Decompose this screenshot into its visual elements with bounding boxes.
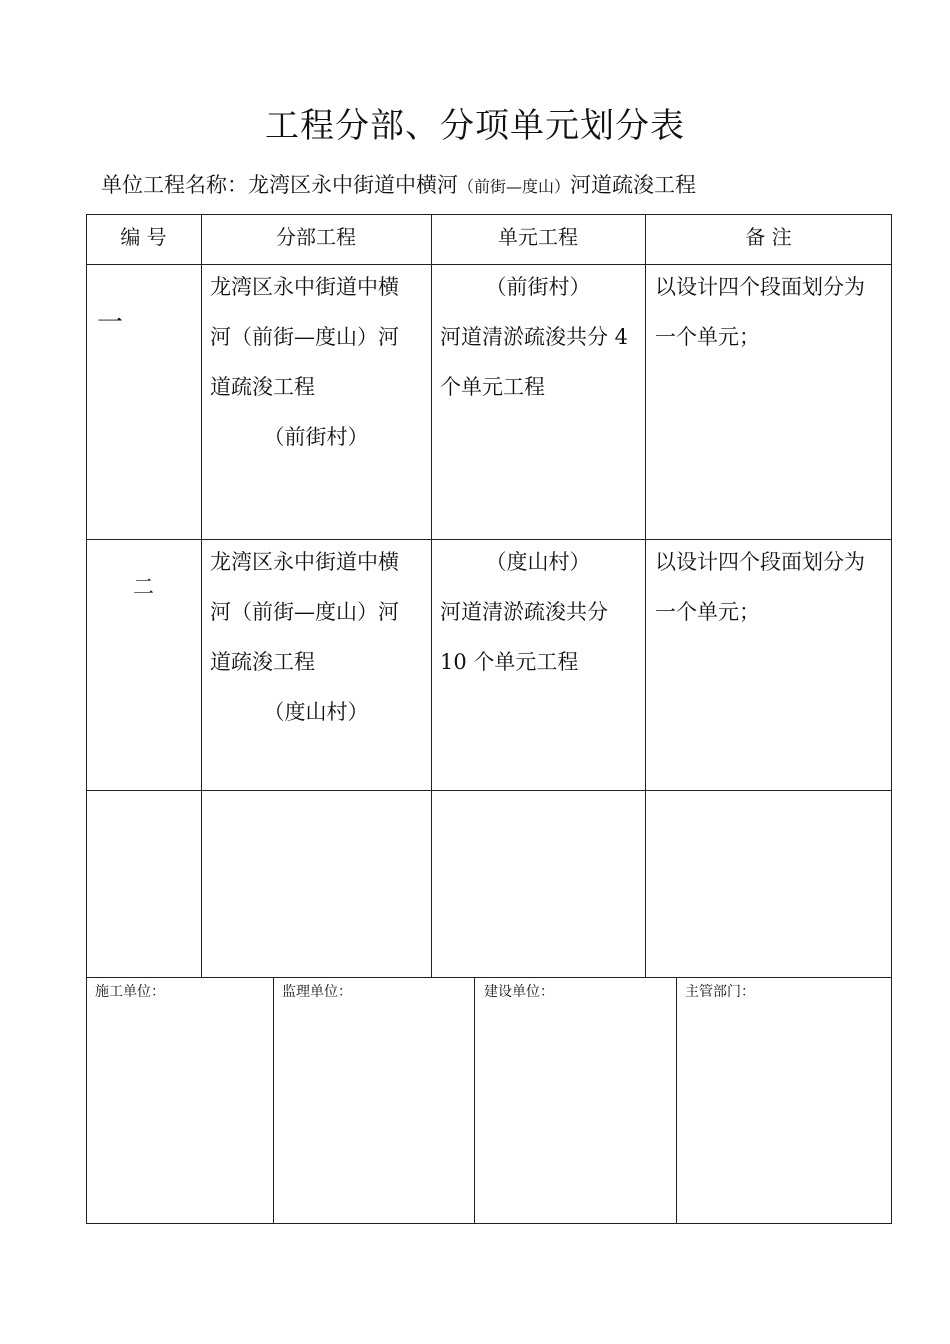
unit-line: 河道清淤疏浚共分 4: [440, 325, 629, 349]
authority-dept-label: 主管部门：: [685, 984, 755, 1000]
document-title: 工程分部、分项单元划分表: [265, 106, 685, 146]
division-line: （度山村）: [263, 700, 369, 724]
owner-unit-label: 建设单位：: [484, 984, 554, 1000]
column-divider: [676, 977, 677, 1224]
unit-project-name-part1: 龙湾区永中街道中横河: [248, 173, 458, 197]
row-number: 二: [133, 575, 154, 599]
remark-line: 以设计四个段面划分为: [655, 275, 865, 299]
header-division: 分部工程: [276, 225, 356, 249]
column-divider: [201, 214, 202, 978]
column-divider: [431, 214, 432, 978]
row-divider: [86, 790, 892, 791]
supervision-unit-label: 监理单位：: [282, 984, 352, 1000]
remark-line: 一个单元；: [655, 600, 760, 624]
unit-project-name-paren: （前街—度山）: [458, 177, 571, 196]
remark-line: 一个单元；: [655, 325, 760, 349]
unit-project-name-part2: 河道疏浚工程: [570, 173, 697, 197]
construction-unit-label: 施工单位：: [95, 984, 165, 1000]
header-number: 编 号: [120, 225, 167, 249]
header-remark: 备 注: [745, 225, 792, 249]
division-line: 龙湾区永中街道中横: [210, 550, 399, 574]
unit-project-label: 单位工程名称：: [101, 173, 248, 197]
division-line: 河（前街—度山）河: [210, 600, 399, 624]
division-line: 龙湾区永中街道中横: [210, 275, 399, 299]
column-divider: [645, 214, 646, 978]
division-line: 道疏浚工程: [210, 650, 315, 674]
header-unit: 单元工程: [498, 225, 578, 249]
unit-line: 个单元工程: [440, 375, 545, 399]
unit-line: 河道清淤疏浚共分: [440, 600, 608, 624]
remark-line: 以设计四个段面划分为: [655, 550, 865, 574]
unit-line: （前街村）: [485, 275, 591, 299]
column-divider: [474, 977, 475, 1224]
division-line: （前街村）: [263, 425, 369, 449]
unit-project-line: [101, 169, 696, 203]
unit-line: 10 个单元工程: [440, 650, 579, 674]
column-divider: [273, 977, 274, 1224]
division-line: 道疏浚工程: [210, 375, 315, 399]
signature-border: [86, 977, 892, 1224]
unit-line: （度山村）: [485, 550, 591, 574]
row-number: 一: [97, 308, 124, 338]
division-line: 河（前街—度山）河: [210, 325, 399, 349]
